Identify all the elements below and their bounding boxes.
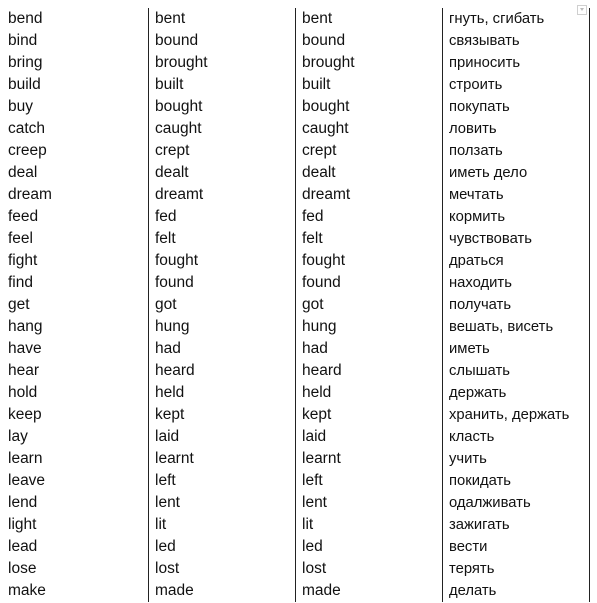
translation-cell: связывать <box>443 30 590 52</box>
past-participle-cell: led <box>296 536 443 558</box>
table-row <box>2 162 590 184</box>
table-row <box>2 536 590 558</box>
past-participle-cell: built <box>296 74 443 96</box>
translation-cell: ловить <box>443 118 590 140</box>
past-participle-cell: dreamt <box>296 184 443 206</box>
past-participle-cell: had <box>296 338 443 360</box>
past-simple-cell: built <box>149 74 296 96</box>
past-simple-cell: lent <box>149 492 296 514</box>
table-row <box>2 470 590 492</box>
base-form-cell: hear <box>2 360 149 382</box>
translation-cell: учить <box>443 448 590 470</box>
translation-cell: вешать, висеть <box>443 316 590 338</box>
base-form-cell: lay <box>2 426 149 448</box>
translation-cell: иметь <box>443 338 590 360</box>
base-form-cell: have <box>2 338 149 360</box>
base-form-cell: feel <box>2 228 149 250</box>
irregular-verbs-table <box>2 8 590 602</box>
base-form-cell: buy <box>2 96 149 118</box>
past-simple-cell: caught <box>149 118 296 140</box>
past-simple-cell: made <box>149 580 296 602</box>
past-participle-cell: fought <box>296 250 443 272</box>
table-row <box>2 184 590 206</box>
base-form-cell: leave <box>2 470 149 492</box>
past-simple-cell: fed <box>149 206 296 228</box>
past-participle-cell: lit <box>296 514 443 536</box>
translation-cell: держать <box>443 382 590 404</box>
past-simple-cell: led <box>149 536 296 558</box>
past-simple-cell: kept <box>149 404 296 426</box>
past-participle-cell: felt <box>296 228 443 250</box>
table-row <box>2 382 590 404</box>
past-simple-cell: lost <box>149 558 296 580</box>
past-participle-cell: made <box>296 580 443 602</box>
past-participle-cell: learnt <box>296 448 443 470</box>
past-participle-cell: bought <box>296 96 443 118</box>
past-simple-cell: bought <box>149 96 296 118</box>
table-row <box>2 426 590 448</box>
past-participle-cell: heard <box>296 360 443 382</box>
base-form-cell: bring <box>2 52 149 74</box>
translation-cell: делать <box>443 580 590 602</box>
base-form-cell: light <box>2 514 149 536</box>
base-form-cell: learn <box>2 448 149 470</box>
table-row <box>2 558 590 580</box>
past-participle-cell: lost <box>296 558 443 580</box>
base-form-cell: get <box>2 294 149 316</box>
table-row <box>2 228 590 250</box>
past-simple-cell: felt <box>149 228 296 250</box>
table-row <box>2 514 590 536</box>
past-simple-cell: lit <box>149 514 296 536</box>
table-row <box>2 360 590 382</box>
translation-cell: одалживать <box>443 492 590 514</box>
base-form-cell: catch <box>2 118 149 140</box>
past-participle-cell: got <box>296 294 443 316</box>
dropdown-corner-icon[interactable] <box>577 5 587 15</box>
translation-cell: ползать <box>443 140 590 162</box>
past-simple-cell: heard <box>149 360 296 382</box>
past-simple-cell: hung <box>149 316 296 338</box>
table-row <box>2 272 590 294</box>
translation-cell: класть <box>443 426 590 448</box>
base-form-cell: bind <box>2 30 149 52</box>
past-participle-cell: found <box>296 272 443 294</box>
table-row <box>2 96 590 118</box>
translation-cell: приносить <box>443 52 590 74</box>
table-row <box>2 74 590 96</box>
base-form-cell: make <box>2 580 149 602</box>
translation-cell: покупать <box>443 96 590 118</box>
base-form-cell: hold <box>2 382 149 404</box>
base-form-cell: bend <box>2 8 149 30</box>
past-simple-cell: crept <box>149 140 296 162</box>
translation-cell: слышать <box>443 360 590 382</box>
past-simple-cell: bent <box>149 8 296 30</box>
table-row <box>2 404 590 426</box>
past-participle-cell: bent <box>296 8 443 30</box>
base-form-cell: build <box>2 74 149 96</box>
past-participle-cell: brought <box>296 52 443 74</box>
past-participle-cell: hung <box>296 316 443 338</box>
base-form-cell: keep <box>2 404 149 426</box>
translation-cell: находить <box>443 272 590 294</box>
past-simple-cell: left <box>149 470 296 492</box>
translation-cell: гнуть, сгибать <box>443 8 590 30</box>
translation-cell: покидать <box>443 470 590 492</box>
past-simple-cell: had <box>149 338 296 360</box>
base-form-cell: lend <box>2 492 149 514</box>
base-form-cell: feed <box>2 206 149 228</box>
translation-cell: драться <box>443 250 590 272</box>
past-simple-cell: learnt <box>149 448 296 470</box>
past-participle-cell: kept <box>296 404 443 426</box>
table-body <box>2 8 590 602</box>
past-simple-cell: dealt <box>149 162 296 184</box>
base-form-cell: hang <box>2 316 149 338</box>
past-participle-cell: fed <box>296 206 443 228</box>
translation-cell: терять <box>443 558 590 580</box>
past-simple-cell: laid <box>149 426 296 448</box>
table-row <box>2 250 590 272</box>
table-row <box>2 580 590 602</box>
table-row <box>2 492 590 514</box>
past-simple-cell: brought <box>149 52 296 74</box>
base-form-cell: deal <box>2 162 149 184</box>
past-simple-cell: found <box>149 272 296 294</box>
past-participle-cell: left <box>296 470 443 492</box>
table-row <box>2 338 590 360</box>
table-row <box>2 118 590 140</box>
translation-cell: строить <box>443 74 590 96</box>
past-simple-cell: fought <box>149 250 296 272</box>
base-form-cell: fight <box>2 250 149 272</box>
table-row <box>2 294 590 316</box>
past-participle-cell: bound <box>296 30 443 52</box>
past-simple-cell: dreamt <box>149 184 296 206</box>
table-row <box>2 140 590 162</box>
base-form-cell: dream <box>2 184 149 206</box>
table-row <box>2 52 590 74</box>
past-simple-cell: bound <box>149 30 296 52</box>
base-form-cell: creep <box>2 140 149 162</box>
past-participle-cell: crept <box>296 140 443 162</box>
past-participle-cell: lent <box>296 492 443 514</box>
translation-cell: зажигать <box>443 514 590 536</box>
translation-cell: вести <box>443 536 590 558</box>
base-form-cell: lose <box>2 558 149 580</box>
table-row <box>2 30 590 52</box>
translation-cell: хранить, держать <box>443 404 590 426</box>
base-form-cell: lead <box>2 536 149 558</box>
translation-cell: иметь дело <box>443 162 590 184</box>
translation-cell: кормить <box>443 206 590 228</box>
past-participle-cell: laid <box>296 426 443 448</box>
base-form-cell: find <box>2 272 149 294</box>
table-row <box>2 316 590 338</box>
translation-cell: мечтать <box>443 184 590 206</box>
past-simple-cell: got <box>149 294 296 316</box>
table-row <box>2 448 590 470</box>
past-simple-cell: held <box>149 382 296 404</box>
past-participle-cell: dealt <box>296 162 443 184</box>
table-row <box>2 206 590 228</box>
past-participle-cell: held <box>296 382 443 404</box>
translation-cell: получать <box>443 294 590 316</box>
table-row <box>2 8 590 30</box>
translation-cell: чувствовать <box>443 228 590 250</box>
past-participle-cell: caught <box>296 118 443 140</box>
